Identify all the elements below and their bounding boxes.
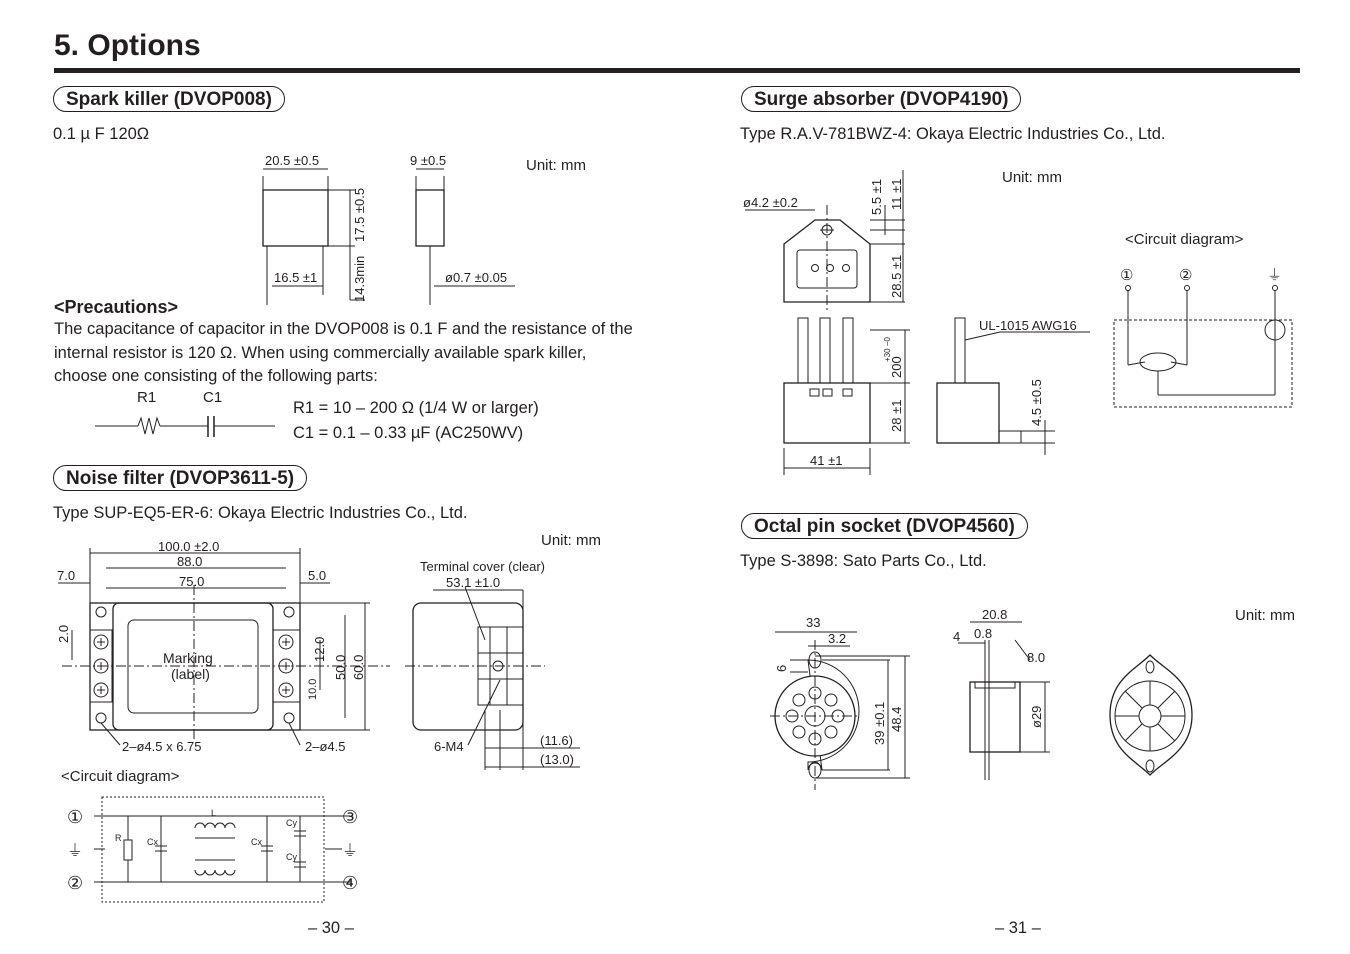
precautions-heading: <Precautions> (54, 297, 179, 317)
spark-killer-heading: Spark killer (DVOP008) (53, 86, 285, 112)
dim-lead-dia: ø0.7 ±0.05 (445, 270, 508, 285)
dim-10: 10.0 (307, 678, 319, 700)
dim-28-5: 28.5 ±1 (889, 254, 904, 298)
dim-48-4: 48.4 (889, 706, 904, 732)
surge-terminal-ground: ⏚ (1267, 267, 1283, 284)
circuit-R: R (115, 833, 122, 843)
dim-88: 88.0 (177, 554, 203, 569)
dim-12: 12.0 (312, 636, 327, 662)
dim-53: 53.1 ±1.0 (446, 575, 501, 590)
hole-left: 2–ø4.5 x 6.75 (122, 739, 202, 754)
noise-filter-type: Type SUP-EQ5-ER-6: Okaya Electric Industries Co., Ltd. (53, 504, 468, 522)
surge-absorber-heading: Surge absorber (DVOP4190) (741, 86, 1021, 112)
surge-absorber-unit: Unit: mm (1002, 169, 1062, 186)
dim-5: 5.0 (308, 568, 327, 583)
r1-label: R1 (137, 389, 157, 406)
terminal-ground-right: ⏚ (342, 843, 359, 860)
dim-5-5: 5.5 ±1 (869, 178, 884, 215)
terminal-2: ② (67, 873, 84, 893)
octal-socket-unit: Unit: mm (1235, 607, 1295, 624)
circuit-L: L (211, 808, 217, 818)
circuit-Cy1: Cy (286, 818, 297, 828)
dim-3-2: 3.2 (828, 631, 847, 646)
r1-spec: R1 = 10 – 200 Ω (1/4 W or larger) (293, 399, 539, 417)
noise-circuit-label: <Circuit diagram> (61, 768, 180, 785)
screw-label: 6-M4 (434, 739, 464, 754)
page-title: 5. Options (54, 29, 201, 62)
spark-killer-spec: 0.1 µ F 120Ω (53, 125, 150, 143)
page-number-right: – 31 – (995, 919, 1041, 937)
surge-absorber-type: Type R.A.V-781BWZ-4: Okaya Electric Industries Co., Ltd. (740, 125, 1166, 143)
surge-terminal-2: ② (1179, 267, 1193, 284)
dim-13: (13.0) (540, 752, 574, 767)
terminal-4: ④ (342, 873, 359, 893)
dim-0-8: 0.8 (974, 626, 993, 641)
terminal-cover: Terminal cover (clear) (420, 559, 545, 574)
dim-overall: 100.0 ±2.0 (158, 539, 220, 554)
dim-11-6: (11.6) (540, 733, 573, 748)
marking-label: Marking (163, 650, 213, 666)
noise-filter-heading: Noise filter (DVOP3611-5) (53, 465, 307, 491)
octal-socket-heading: Octal pin socket (DVOP4560) (741, 513, 1028, 539)
dim-2: 2.0 (56, 624, 71, 643)
terminal-ground-left: ⏚ (67, 843, 84, 860)
dim-4-5: 4.5 ±0.5 (1029, 379, 1044, 426)
dim-20-8: 20.8 (982, 607, 1008, 622)
dim-75: 75.0 (179, 574, 205, 589)
circuit-Cx1: Cx (147, 837, 158, 847)
precautions-text: The capacitance of capacitor in the DVOP008 is 0.1 F and the resistance of the internal resistor is 120 Ω. When using commercially available spark killer, choose one consisting of the following parts: (54, 320, 633, 385)
dim-hole: ø4.2 ±0.2 (743, 195, 798, 210)
dim-200-tol: +30 −0 (883, 337, 892, 362)
surge-circuit-label: <Circuit diagram> (1125, 231, 1244, 248)
dim-60: 60.0 (351, 654, 366, 680)
dim-11: 11 ±1 (889, 178, 904, 210)
dim-pitch: 16.5 ±1 (274, 270, 318, 285)
dim-6: 6 (774, 664, 789, 672)
dim-39: 39 ±0.1 (872, 701, 887, 745)
page-number-left: – 30 – (308, 919, 354, 937)
dim-4: 4 (953, 629, 961, 644)
dim-28: 28 ±1 (889, 399, 904, 432)
circuit-Cy2: Cy (286, 852, 297, 862)
spark-killer-unit: Unit: mm (526, 157, 586, 174)
wire-label: UL-1015 AWG16 (979, 318, 1077, 333)
c1-spec: C1 = 0.1 – 0.33 µF (AC250WV) (293, 424, 524, 442)
octal-socket-type: Type S-3898: Sato Parts Co., Ltd. (740, 552, 987, 570)
dim-width: 20.5 ±0.5 (265, 153, 320, 168)
dim-7: 7.0 (57, 568, 76, 583)
dim-33: 33 (806, 615, 821, 630)
dim-50: 50.0 (333, 654, 348, 680)
marking-label-2: (label) (171, 666, 210, 682)
dim-41: 41 ±1 (810, 453, 843, 468)
dim-8: 8.0 (1027, 650, 1046, 665)
surge-terminal-1: ① (1120, 267, 1134, 284)
circuit-Cx2: Cx (251, 837, 262, 847)
dim-lead-len: 14.3min (352, 255, 367, 302)
c1-label: C1 (203, 389, 223, 406)
dim-200: 200 (889, 356, 904, 378)
dim-29: ø29 (1029, 705, 1044, 728)
terminal-3: ③ (342, 807, 359, 827)
dim-height: 17.5 ±0.5 (352, 187, 367, 242)
hole-right: 2–ø4.5 (305, 739, 346, 754)
dim-depth: 9 ±0.5 (410, 153, 447, 168)
noise-filter-unit: Unit: mm (541, 532, 601, 549)
terminal-1: ① (67, 807, 84, 827)
